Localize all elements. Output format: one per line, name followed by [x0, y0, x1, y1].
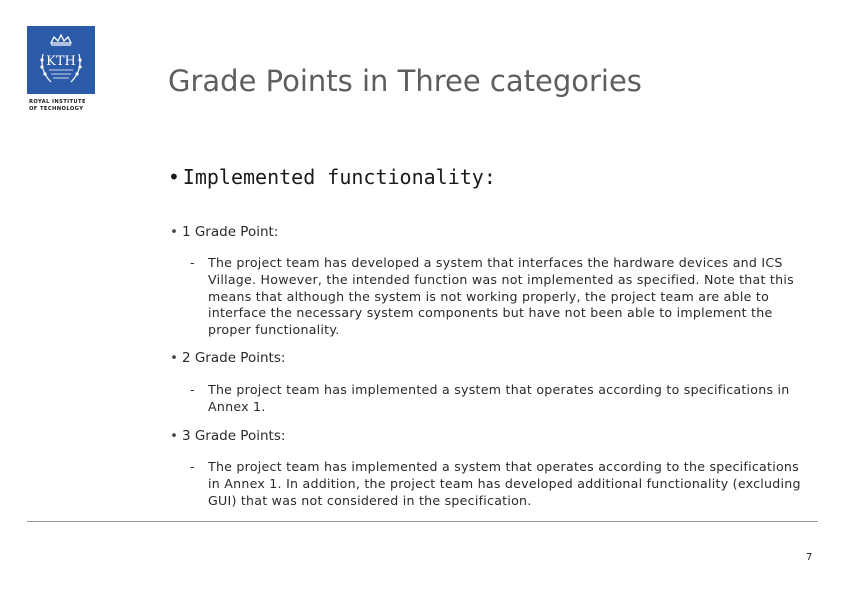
grade-level-description-text: The project team has implemented a system that operates according to the specifications in Annex 1. In addition, the project team has developed additional functionality (excluding GUI) that was not considered in the specification.	[208, 459, 801, 508]
dash-icon: -	[190, 459, 195, 474]
footer-divider	[27, 521, 818, 522]
bullet-dot-icon: •	[170, 428, 178, 444]
bullet-dot-icon: •	[170, 350, 178, 366]
page-number: 7	[806, 552, 813, 563]
bullet-dot-icon: •	[170, 224, 178, 240]
kth-emblem-icon	[27, 26, 95, 94]
bullet-dot-icon: •	[168, 165, 180, 189]
grade-level-2-label	[170, 350, 285, 366]
logo-caption-line-2: OF TECHNOLOGY	[29, 106, 84, 112]
svg-text:KTH: KTH	[46, 54, 76, 69]
grade-level-description-text: The project team has implemented a system that operates according to specifications in Annex 1.	[208, 382, 790, 414]
grade-level-description-text: The project team has developed a system that interfaces the hardware devices and ICS Village. However, the intended function was not implemented as specified. Note that this means that although the system is not working properly, the project team are able to interface the necessary system components but have not been able to implement the proper functionality.	[208, 255, 794, 338]
grade-level-1-description	[190, 255, 810, 339]
grade-level-label-text: 3 Grade Points:	[181, 428, 286, 444]
dash-icon: -	[190, 255, 195, 270]
grade-level-2-description	[190, 382, 810, 416]
main-bullet-text: Implemented functionality:	[182, 165, 496, 189]
logo-caption-line-1: ROYAL INSTITUTE	[29, 99, 86, 105]
grade-level-3-label	[170, 428, 285, 444]
grade-level-label-text: 2 Grade Points:	[181, 350, 286, 366]
grade-level-label-text: 1 Grade Point:	[181, 224, 279, 240]
main-bullet	[168, 165, 496, 189]
logo-caption	[29, 99, 99, 113]
grade-level-1-label	[170, 224, 278, 240]
dash-icon: -	[190, 382, 195, 397]
slide-title: Grade Points in Three categories	[168, 64, 642, 98]
grade-level-3-description	[190, 459, 810, 509]
kth-logo	[27, 26, 95, 94]
